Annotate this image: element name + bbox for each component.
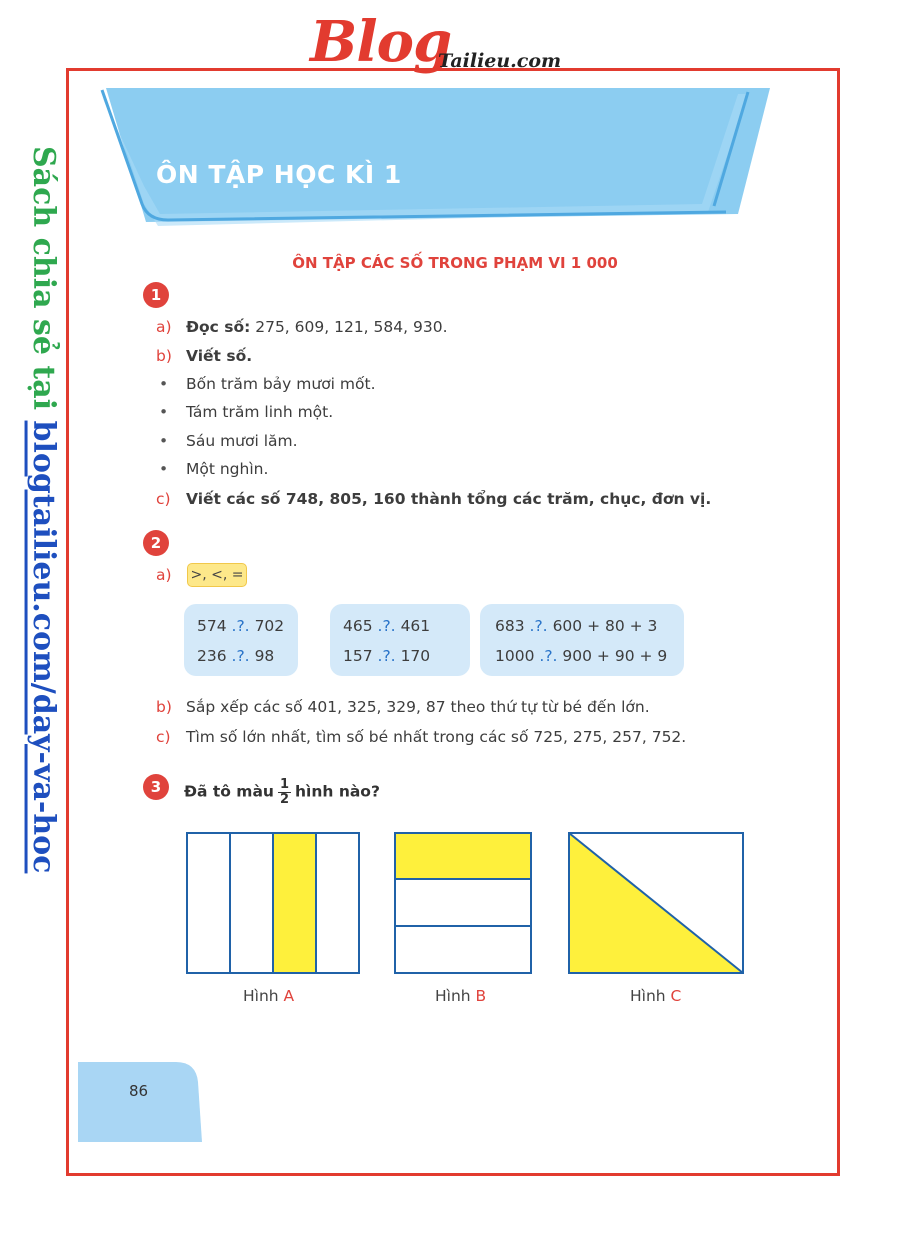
figure-b: [394, 832, 532, 974]
ex3-q-before: Đã tô màu: [184, 782, 274, 801]
ex1-item-c: [156, 490, 711, 508]
ex1-bullet: [156, 375, 376, 393]
comparison-item: 1000 .?. 900 + 90 + 9: [495, 647, 668, 665]
ex2-a-label: a): [156, 566, 172, 584]
comparison-box-2: [330, 604, 470, 676]
figure-b-label: Hình B: [435, 987, 487, 1005]
blank-placeholder[interactable]: .?.: [377, 647, 396, 665]
operators-tag: >, <, =: [187, 563, 247, 587]
ex1-bullet: [156, 432, 298, 450]
ex1-a-bold: Đọc số:: [186, 318, 251, 336]
bullet-icon: •: [159, 432, 169, 450]
figure-c: [568, 832, 744, 974]
page-title: ÔN TẬP HỌC KÌ 1: [156, 160, 402, 189]
ex1-a-text: 275, 609, 121, 584, 930.: [250, 318, 448, 336]
blank-placeholder[interactable]: .?.: [529, 617, 548, 635]
bullet-icon: •: [159, 375, 169, 393]
comparison-item: 683 .?. 600 + 80 + 3: [495, 617, 658, 635]
bullet-icon: •: [159, 403, 169, 421]
blank-placeholder[interactable]: .?.: [231, 647, 250, 665]
ex1-bullet: [156, 460, 268, 478]
ex1-bullet: [156, 403, 333, 421]
ex1-c-bold: Viết các số 748, 805, 160 thành tổng các trăm, chục, đơn vị.: [186, 490, 712, 508]
ex2-c-label: c): [156, 728, 171, 746]
side-watermark-text: Sách chia sẻ tại: [26, 146, 61, 421]
comparison-item: 574 .?. 702: [197, 617, 285, 635]
ex2-b-text: Sắp xếp các số 401, 325, 329, 87 theo thứ tự từ bé đến lớn.: [186, 698, 650, 716]
comparison-box-1: [184, 604, 298, 676]
fraction-half: $\frac{1}{2}$: [279, 777, 289, 807]
ex2-c-text: Tìm số lớn nhất, tìm số bé nhất trong các số 725, 275, 257, 752.: [186, 728, 687, 746]
ex1-c-label: c): [156, 490, 171, 508]
side-watermark-link[interactable]: blogtailieu.com/day-va-hoc: [26, 420, 61, 874]
ex1-b-label: b): [156, 347, 172, 365]
ex2-item-c: [156, 728, 686, 746]
exercise-3-number: 3: [143, 774, 169, 800]
ex3-question: [184, 778, 380, 806]
blank-placeholder[interactable]: .?.: [539, 647, 558, 665]
watermark-site-name: Tailieu.com: [438, 50, 562, 72]
page-number-tab: [78, 1062, 204, 1142]
comparison-item: 236 .?. 98: [197, 647, 275, 665]
figure-a-label: Hình A: [243, 987, 295, 1005]
ex3-q-after: hình nào?: [295, 782, 380, 801]
ex1-bullet-text: Bốn trăm bảy mươi mốt.: [186, 375, 376, 393]
section-title: ÔN TẬP CÁC SỐ TRONG PHẠM VI 1 000: [292, 254, 618, 272]
ex1-item-b: [156, 347, 252, 365]
ex1-bullet-text: Sáu mươi lăm.: [186, 432, 298, 450]
comparison-item: 465 .?. 461: [343, 617, 431, 635]
ex2-item-b: [156, 698, 650, 716]
ex1-item-a: [156, 318, 448, 336]
exercise-2-number: 2: [143, 530, 169, 556]
comparison-item: 157 .?. 170: [343, 647, 431, 665]
ex1-a-label: a): [156, 318, 172, 336]
blank-placeholder[interactable]: .?.: [231, 617, 250, 635]
page-number: 86: [129, 1082, 149, 1100]
watermark-blog-logo: Blog: [310, 9, 452, 75]
figure-c-label: Hình C: [630, 987, 682, 1005]
comparison-box-3: [480, 604, 684, 676]
ex2-b-label: b): [156, 698, 172, 716]
ex1-b-bold: Viết số.: [186, 347, 253, 365]
bullet-icon: •: [159, 460, 169, 478]
exercise-1-number: 1: [143, 282, 169, 308]
ex1-bullet-text: Tám trăm linh một.: [186, 403, 334, 421]
ex1-bullet-text: Một nghìn.: [186, 460, 269, 478]
blank-placeholder[interactable]: .?.: [377, 617, 396, 635]
figure-a: [186, 832, 360, 974]
